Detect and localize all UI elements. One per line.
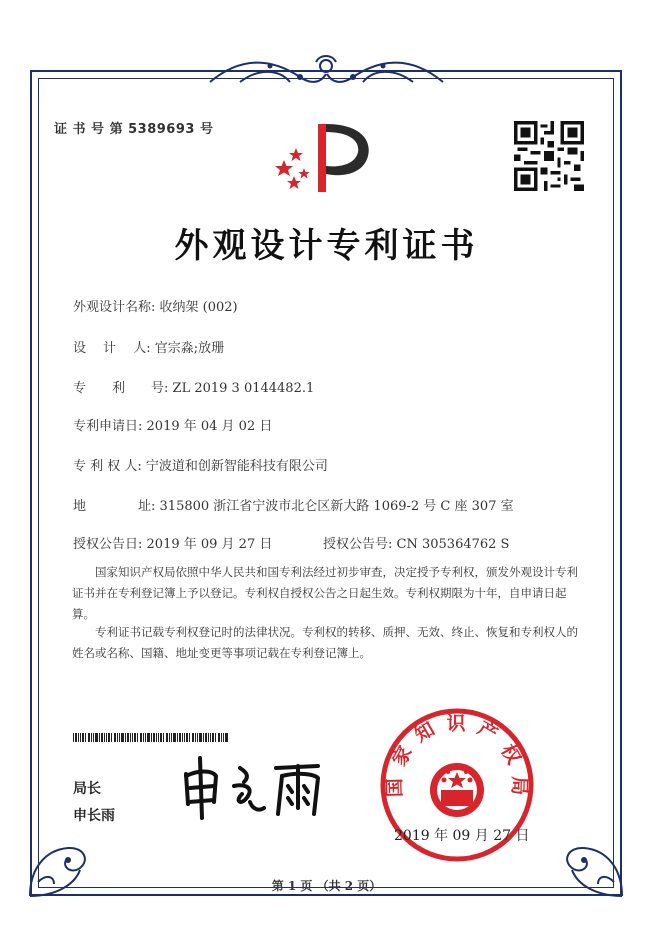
- signatory-name: 申长雨: [73, 808, 115, 824]
- field-value: CN 305364762 S: [396, 537, 510, 552]
- field-value: 2019 年 09 月 27 日: [146, 537, 273, 552]
- page-number: 第 1 页 （共 2 页）: [271, 879, 382, 893]
- qr-code-icon: [514, 121, 584, 191]
- cnipa-logo-icon: [268, 118, 378, 198]
- field-label: 授权公告日:: [73, 537, 143, 552]
- field-value: 官宗淼;放珊: [154, 341, 225, 356]
- field-value: 2019 年 04 月 02 日: [146, 419, 273, 434]
- field-label: 地 址:: [73, 499, 156, 514]
- field-label: 设 计 人:: [73, 341, 151, 356]
- field-value: 收纳架 (002): [159, 300, 238, 315]
- top-ornament: [200, 52, 453, 92]
- grant-statement: 国家知识产权局依照中华人民共和国专利法经过初步审查，决定授予专利权，颁发外观设计专利证书并在专利登记簿上予以登记。专利权自授权公告之日起生效。专利权期限为十年，自申请日起算。: [72, 565, 578, 621]
- barcode-icon: [73, 733, 228, 742]
- field-design-name: [73, 296, 238, 315]
- field-address: [73, 495, 514, 514]
- field-grant-number: [323, 533, 509, 552]
- field-label: 授权公告号:: [323, 537, 393, 552]
- signatory-title: 局长: [73, 781, 101, 797]
- field-value: 宁波道和创新智能科技有限公司: [145, 459, 328, 474]
- national-emblem-icon: [430, 763, 484, 817]
- seal-text: 国 家 知 识 产 权 局: [383, 712, 531, 798]
- field-label: 专 利 号:: [73, 381, 169, 396]
- field-label: 专 利 权 人:: [73, 459, 142, 474]
- field-label: 外观设计名称:: [73, 300, 156, 315]
- field-patent-number: [73, 377, 314, 396]
- legal-status-note: 专利证书记载专利权登记时的法律状况。专利权的转移、质押、无效、终止、恢复和专利权人的姓名或名称、国籍、地址变更等事项记载在专利登记簿上。: [72, 625, 578, 660]
- field-designer: [73, 337, 224, 356]
- field-value: 315800 浙江省宁波市北仑区新大路 1069-2 号 C 座 307 室: [159, 499, 514, 514]
- field-label: 专利申请日:: [73, 419, 143, 434]
- field-patentee: [73, 455, 328, 474]
- field-application-date: [73, 415, 272, 434]
- handwritten-signature: [178, 752, 328, 822]
- certificate-number: 证 书 号 第 5389693 号: [54, 122, 214, 137]
- field-value: ZL 2019 3 0144482.1: [172, 381, 315, 396]
- page-title: 外观设计专利证书: [174, 226, 479, 266]
- field-grant-date: [73, 533, 272, 552]
- seal-date: 2019 年 09 月 27 日: [394, 828, 530, 844]
